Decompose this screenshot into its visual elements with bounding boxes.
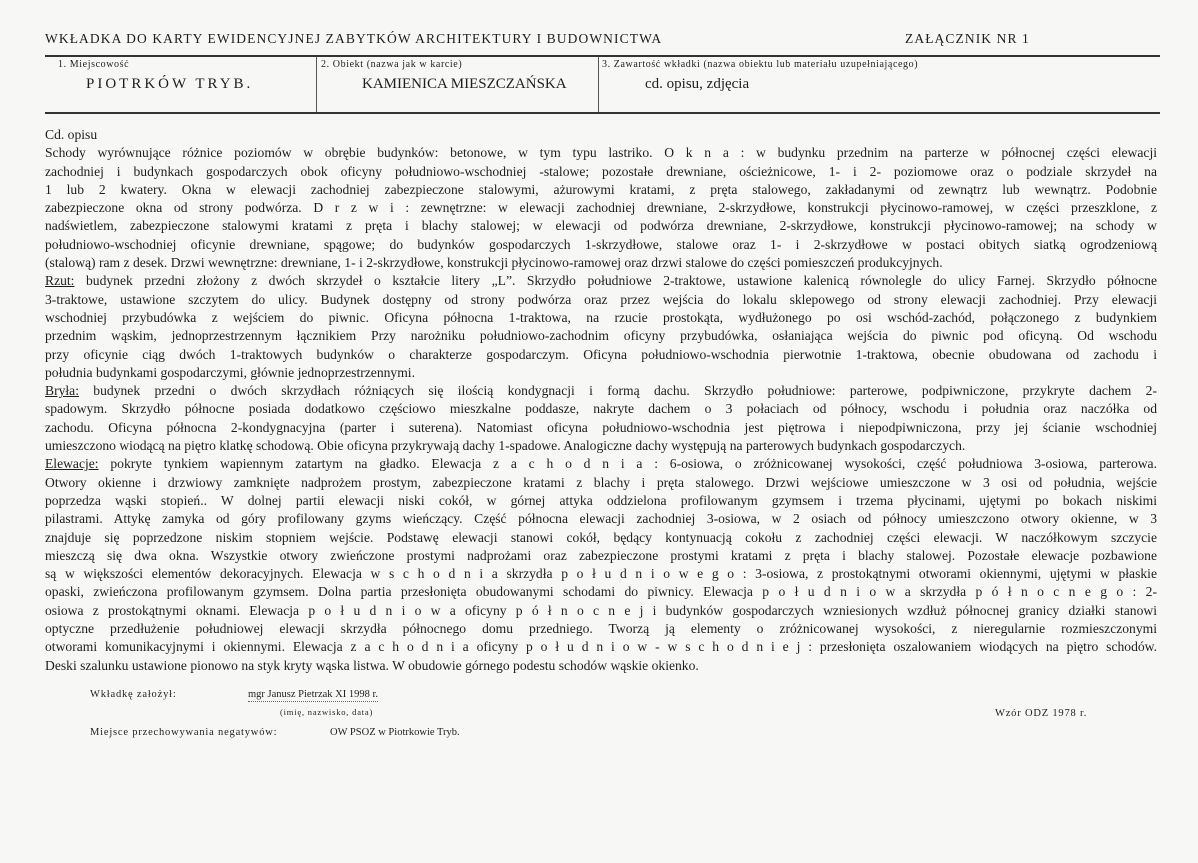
text-line xyxy=(45,327,1157,345)
line-text: Deski szalunku ustawione pionowo na styk kryty wąska listwa. W obudowie górnego podestu schodów wąskie okienko. xyxy=(45,657,699,673)
section-lead: Elewacje: xyxy=(45,456,99,472)
line-text: zabezpieczone okna od strony podwórza. D r z w i : zewnętrzne: w elewacji zachodniej drewniane, 2-skrzydłowe, konstrukcji płycinowo-ramowej, w części przeszklone, z xyxy=(45,200,1157,216)
line-text: południa budynkami gospodarczymi, głównie jednoprzestrzennymi. xyxy=(45,364,415,380)
section-lead: Rzut: xyxy=(45,273,75,289)
line-text: opaski, zwieńczona profilowanym gzymsem. Dolna partia przesłonięta obudowanymi schodami do piwnicy. Elewacja p o ł u d n i o w a skrzydła p ó ł n o c n e g o : 2- xyxy=(45,584,1157,600)
line-text: przednim wąskim, jednoprzestrzennym łącznikiem Przy narożniku południowo-zachodnim oficyny przybudówka, osłaniająca wejścia do piwnic pod oficyną. Od wschodu xyxy=(45,328,1157,344)
line-text: pilastrami. Attykę zamyka od góry profilowany gzyms wieńczący. Część północna elewacji zachodniej 3-osiowa, w 2 osiach od północy umieszczono otwory okienne, w 3 xyxy=(45,511,1157,527)
line-text: zachodu. Oficyna północna 2-kondygnacyjna (parter i suterena). Natomiast oficyna południowo-wschodnia jest piętrowa i niepodpiwniczona, przy jej ścianie wschodniej xyxy=(45,419,1157,435)
text-line xyxy=(45,163,1157,181)
field-label-object: 2. Obiekt (nazwa jak w karcie) xyxy=(321,59,463,70)
line-text: Schody wyrównujące różnice poziomów w obrębie budynków: betonowe, w tym typu lastriko. O k n a : w budynku przednim na parterze w północnej części elewacji xyxy=(45,145,1157,161)
line-text: osiowa z prostokątnymi oknami. Elewacja p o ł u d n i o w a oficyny p ó ł n o c n e j i budynków gospodarczych wzniesionych wzdłuż północnej granicy działki stanowi xyxy=(45,602,1157,618)
field-value-locality: PIOTRKÓW TRYB. xyxy=(86,76,254,92)
line-text: nadświetlem, zabezpieczone stalowymi kratami z pręta i blachy stalowej; w elewacji od podwórza drewniane, 2-skrzydłowe, konstrukcji płycinowo-ramowej; na schody w xyxy=(45,218,1157,234)
line-text: są w większości elementów dekoracyjnych. Elewacja w s c h o d n i a skrzydła p o ł u d n i o w e g o : 3-osiowa, z prostokątnymi otworami okiennymi, ujętymi w płaskie xyxy=(45,566,1157,582)
field-label-locality: 1. Miejscowość xyxy=(58,59,130,70)
text-line xyxy=(45,657,1157,675)
field-label-contents: 3. Zawartość wkładki (nazwa obiektu lub materiału uzupełniającego) xyxy=(602,59,919,70)
text-line xyxy=(45,236,1157,254)
line-text: Otwory okienne i drzwiowy zamknięte nadprożem prostym, zabezpieczone kratami z blachy i pręta stalowego. Drzwi wejściowe umieszczone w 3 osi od południa, wejście xyxy=(45,474,1157,490)
line-text: poprzedza wąski stopień.. W dolnej partii elewacji niski cokół, w górnej attyka oddzielona profilowanym gzymsem i trzema płycinami, ujętymi po bokach niskimi xyxy=(45,492,1157,508)
text-line xyxy=(45,346,1157,364)
line-text: (stalową) ram z desek. Drzwi wewnętrzne: drewniane, 1- i 2-skrzydłowe, konstrukcji płycinowo-ramowej oraz drzwi stalowe do części pomieszczeń produkcyjnych. xyxy=(45,255,943,271)
line-text: budynek przedni o dwóch skrzydłach różniących się ilością kondygnacji i formą dachu. Skrzydło południowe: parterowe, podpiwniczone, przykryte dachem 2- xyxy=(78,383,1157,399)
line-text: zachodniej i budynkach gospodarczych obok oficyny południowo-wschodniej -stalowe; pozostałe drewniane, ościeżnicowe, 1- i 2- poziomowe oraz o podziale skrzydeł na xyxy=(45,163,1157,179)
annex-number: ZAŁĄCZNIK NR 1 xyxy=(905,31,1030,46)
description-body xyxy=(45,126,1157,675)
line-text: mieszczą się dwa okna. Wszystkie otwory zwieńczone prostymi nadprożami oraz zabezpieczone prostymi kratami z pręta i blachy stalowej. Pozostałe elewacje pozbawione xyxy=(45,547,1157,563)
text-line xyxy=(45,400,1157,418)
line-text: południowo-wschodniej oficynie drewniane, spągowe; do budynków gospodarczych 1-skrzydłowe, stalowe oraz 1- i 2-skrzydłowe w postaci obitych siatką ogrodzeniową xyxy=(45,236,1157,252)
text-line xyxy=(45,144,1157,162)
line-text: 3-traktowe, ustawione szczytem do ulicy. Budynek dostępny od strony podwórza oraz przez wejścia do lokalu sklepowego od strony elewacji zachodniej. Przy elewacji xyxy=(45,291,1157,307)
text-line xyxy=(45,199,1157,217)
line-text: pokryte tynkiem wapiennym zatartym na gładko. Elewacja z a c h o d n i a : 6-osiowa, o zróżnicowanej wysokości, część południowa 3-osiowa, parterowa. xyxy=(98,456,1157,472)
text-line xyxy=(45,510,1157,528)
column-divider xyxy=(598,57,599,113)
text-line xyxy=(45,382,1157,400)
text-line xyxy=(45,272,1157,290)
line-text: przy oficynie ciąg dwóch 1-traktowych budynków o charakterze gospodarczym. Oficyna południowo-wschodnia pierwotnie 1-traktowa, obecnie obudowana od zachodu i xyxy=(45,346,1157,362)
text-line xyxy=(45,529,1157,547)
negatives-label: Miejsce przechowywania negatywów: xyxy=(90,727,278,738)
text-line xyxy=(45,565,1157,583)
text-line xyxy=(45,620,1157,638)
line-text: wschodniej przybudówka z wejściem do piwnic. Oficyna północna 1-traktowa, na rzucie prostokąta, wydłużonego po osi wschód-zachód, połączonego z budynkiem xyxy=(45,309,1157,325)
text-line xyxy=(45,547,1157,565)
text-line xyxy=(45,181,1157,199)
author-value: mgr Janusz Pietrzak XI 1998 r. xyxy=(248,689,379,700)
text-line xyxy=(45,437,1157,455)
field-value-contents: cd. opisu, zdjęcia xyxy=(645,76,750,92)
author-label: Wkładkę założył: xyxy=(90,689,177,700)
top-rule xyxy=(45,55,1160,57)
field-value-object: KAMIENICA MIESZCZAŃSKA xyxy=(362,76,567,92)
text-line xyxy=(45,638,1157,656)
text-line xyxy=(45,419,1157,437)
line-text: spadowym. Skrzydło północne posiada dodatkowo częściowo mieszkalne poddasze, nakryte dachem o 3 połaciach od północy, wschodu i południa oraz naczółka od xyxy=(45,401,1157,417)
line-text: umieszczono wiodącą na piętro klatkę schodową. Obie oficyna przykrywają dachy 1-spadowe. Analogiczne dachy występują na parterowych budynkach gospodarczych. xyxy=(45,438,966,454)
line-text: budynek przedni złożony z dwóch skrzydeł o kształcie litery „L”. Skrzydło południowe 2-traktowe, ustawione kalenicą równolegle do ulicy Farnej. Skrzydło północne xyxy=(74,273,1157,289)
line-text: znajduje się poprzedzone niskim stopniem wejście. Podstawę elewacji stanowi cokół, będący kontynuacją cokołu z zachodniej części elewacji. W naczółkowym szczycie xyxy=(45,529,1157,545)
line-text: 1 lub 2 kwatery. Okna w elewacji zachodniej zabezpieczone stalowymi, ażurowymi kratami, z pręta stalowego, zakładanymi od zewnątrz lub wewnątrz. Podobnie xyxy=(45,181,1157,197)
text-line xyxy=(45,217,1157,235)
bottom-rule xyxy=(45,112,1160,114)
section-lead: Bryła: xyxy=(45,383,79,399)
text-line xyxy=(45,455,1157,473)
section-heading: Cd. opisu xyxy=(45,127,98,142)
text-line xyxy=(45,602,1157,620)
text-line xyxy=(45,254,1157,272)
negatives-value: OW PSOZ w Piotrkowie Tryb. xyxy=(330,727,460,738)
template-version: Wzór ODZ 1978 r. xyxy=(995,708,1088,719)
text-line xyxy=(45,474,1157,492)
text-line xyxy=(45,309,1157,327)
text-line xyxy=(45,364,1157,382)
text-line xyxy=(45,291,1157,309)
text-line xyxy=(45,583,1157,601)
text-line xyxy=(45,492,1157,510)
line-text: otworami komunikacyjnymi i okiennymi. Elewacja z a c h o d n i a oficyny p o ł u d n i o w - w s c h o d n i e j : przesłonięta oszalowaniem wiodących na piętro schodów. xyxy=(45,639,1157,655)
column-divider xyxy=(316,57,317,113)
line-text: optyczne przedłużenie południowej elewacji skrzydła północnego domu przedniego. Tworzą ją elementy o zróżnicowanej wysokości, z nieregularnie rozmieszczonymi xyxy=(45,621,1157,637)
author-hint: (imię, nazwisko, data) xyxy=(280,707,374,717)
document-title: WKŁADKA DO KARTY EWIDENCYJNEJ ZABYTKÓW ARCHITEKTURY I BUDOWNICTWA xyxy=(45,31,663,46)
